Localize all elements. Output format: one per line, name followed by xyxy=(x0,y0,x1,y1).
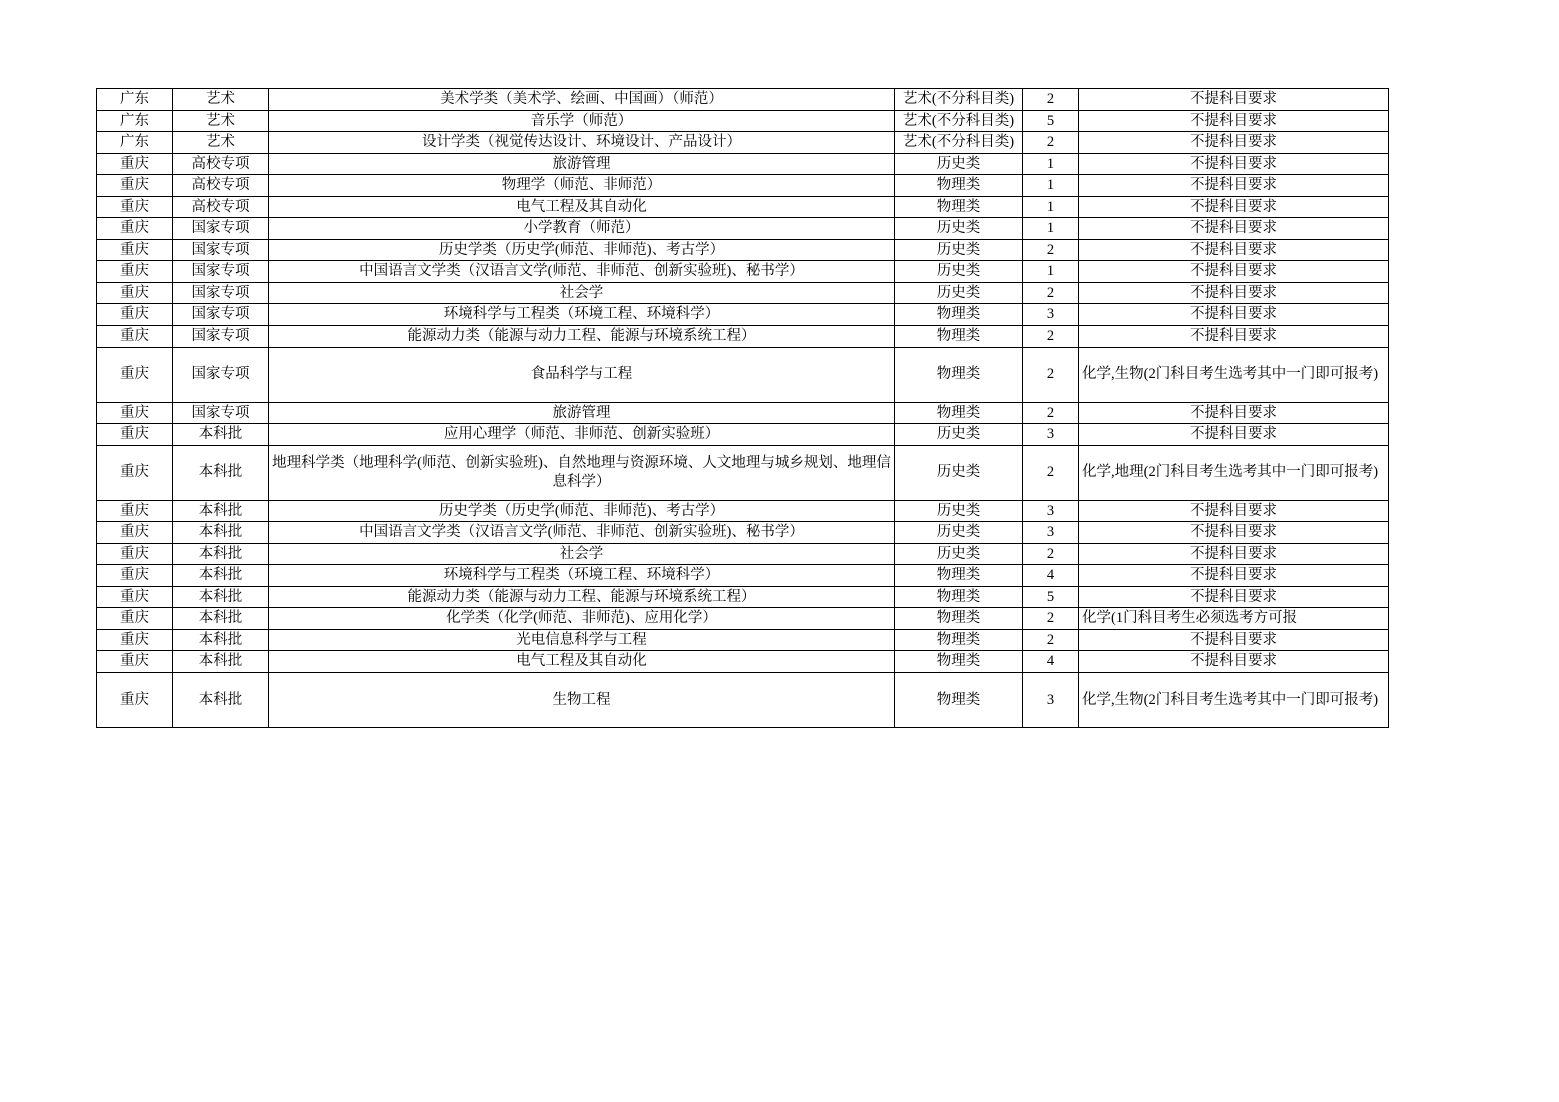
cell-requirement: 不提科目要求 xyxy=(1079,565,1389,587)
cell-province: 重庆 xyxy=(97,522,173,544)
cell-batch: 国家专项 xyxy=(173,347,269,402)
cell-major: 中国语言文学类（汉语言文学(师范、非师范、创新实验班)、秘书学） xyxy=(269,522,895,544)
cell-requirement: 不提科目要求 xyxy=(1079,196,1389,218)
cell-major: 能源动力类（能源与动力工程、能源与环境系统工程） xyxy=(269,326,895,348)
cell-province: 重庆 xyxy=(97,543,173,565)
cell-major: 历史学类（历史学(师范、非师范)、考古学） xyxy=(269,500,895,522)
cell-requirement: 不提科目要求 xyxy=(1079,522,1389,544)
cell-batch: 本科批 xyxy=(173,673,269,728)
cell-subject: 历史类 xyxy=(895,261,1023,283)
table-row xyxy=(97,261,1389,283)
cell-count: 2 xyxy=(1023,543,1079,565)
table-row xyxy=(97,196,1389,218)
cell-count: 2 xyxy=(1023,132,1079,154)
cell-province: 重庆 xyxy=(97,218,173,240)
cell-province: 重庆 xyxy=(97,445,173,500)
cell-batch: 本科批 xyxy=(173,424,269,446)
cell-province: 重庆 xyxy=(97,153,173,175)
table-row xyxy=(97,673,1389,728)
cell-count: 5 xyxy=(1023,110,1079,132)
cell-province: 重庆 xyxy=(97,500,173,522)
table-row xyxy=(97,608,1389,630)
cell-requirement: 不提科目要求 xyxy=(1079,629,1389,651)
cell-subject: 艺术(不分科目类) xyxy=(895,132,1023,154)
cell-subject: 物理类 xyxy=(895,196,1023,218)
cell-batch: 本科批 xyxy=(173,543,269,565)
cell-batch: 本科批 xyxy=(173,651,269,673)
cell-province: 重庆 xyxy=(97,304,173,326)
table-row xyxy=(97,522,1389,544)
cell-count: 1 xyxy=(1023,218,1079,240)
table-row xyxy=(97,239,1389,261)
cell-subject: 历史类 xyxy=(895,239,1023,261)
cell-subject: 历史类 xyxy=(895,500,1023,522)
cell-major: 电气工程及其自动化 xyxy=(269,651,895,673)
table-row xyxy=(97,175,1389,197)
cell-province: 重庆 xyxy=(97,629,173,651)
cell-major: 历史学类（历史学(师范、非师范)、考古学） xyxy=(269,239,895,261)
cell-major: 小学教育（师范） xyxy=(269,218,895,240)
cell-requirement: 不提科目要求 xyxy=(1079,261,1389,283)
cell-count: 1 xyxy=(1023,261,1079,283)
cell-province: 广东 xyxy=(97,89,173,111)
cell-requirement: 化学,生物(2门科目考生选考其中一门即可报考) xyxy=(1079,347,1389,402)
cell-batch: 国家专项 xyxy=(173,239,269,261)
cell-batch: 艺术 xyxy=(173,110,269,132)
cell-count: 1 xyxy=(1023,175,1079,197)
cell-count: 1 xyxy=(1023,153,1079,175)
cell-major: 化学类（化学(师范、非师范)、应用化学） xyxy=(269,608,895,630)
cell-batch: 本科批 xyxy=(173,445,269,500)
cell-batch: 国家专项 xyxy=(173,304,269,326)
table-row xyxy=(97,326,1389,348)
cell-requirement: 化学,生物(2门科目考生选考其中一门即可报考) xyxy=(1079,673,1389,728)
table-row xyxy=(97,153,1389,175)
table-row xyxy=(97,500,1389,522)
cell-requirement: 不提科目要求 xyxy=(1079,500,1389,522)
table-row xyxy=(97,565,1389,587)
admission-plan-table xyxy=(96,88,1389,728)
cell-province: 重庆 xyxy=(97,282,173,304)
cell-requirement: 不提科目要求 xyxy=(1079,153,1389,175)
cell-subject: 历史类 xyxy=(895,218,1023,240)
table-row xyxy=(97,543,1389,565)
table-row xyxy=(97,402,1389,424)
cell-batch: 高校专项 xyxy=(173,196,269,218)
cell-province: 重庆 xyxy=(97,326,173,348)
cell-batch: 高校专项 xyxy=(173,175,269,197)
cell-requirement: 化学,地理(2门科目考生选考其中一门即可报考) xyxy=(1079,445,1389,500)
cell-subject: 物理类 xyxy=(895,651,1023,673)
cell-subject: 物理类 xyxy=(895,402,1023,424)
cell-count: 4 xyxy=(1023,651,1079,673)
cell-subject: 艺术(不分科目类) xyxy=(895,89,1023,111)
cell-subject: 历史类 xyxy=(895,445,1023,500)
cell-subject: 历史类 xyxy=(895,522,1023,544)
cell-province: 重庆 xyxy=(97,651,173,673)
table-row xyxy=(97,304,1389,326)
cell-province: 重庆 xyxy=(97,261,173,283)
cell-subject: 历史类 xyxy=(895,543,1023,565)
cell-requirement: 不提科目要求 xyxy=(1079,304,1389,326)
cell-major: 社会学 xyxy=(269,543,895,565)
cell-count: 2 xyxy=(1023,445,1079,500)
cell-batch: 国家专项 xyxy=(173,402,269,424)
cell-count: 2 xyxy=(1023,608,1079,630)
cell-province: 重庆 xyxy=(97,424,173,446)
cell-subject: 物理类 xyxy=(895,326,1023,348)
cell-major: 环境科学与工程类（环境工程、环境科学） xyxy=(269,304,895,326)
cell-subject: 物理类 xyxy=(895,175,1023,197)
cell-count: 5 xyxy=(1023,586,1079,608)
cell-subject: 物理类 xyxy=(895,565,1023,587)
cell-requirement: 不提科目要求 xyxy=(1079,651,1389,673)
cell-batch: 艺术 xyxy=(173,89,269,111)
cell-batch: 本科批 xyxy=(173,629,269,651)
cell-batch: 本科批 xyxy=(173,608,269,630)
cell-requirement: 不提科目要求 xyxy=(1079,282,1389,304)
cell-province: 重庆 xyxy=(97,402,173,424)
table-row xyxy=(97,218,1389,240)
table-row xyxy=(97,347,1389,402)
cell-province: 重庆 xyxy=(97,347,173,402)
cell-count: 2 xyxy=(1023,347,1079,402)
cell-requirement: 不提科目要求 xyxy=(1079,424,1389,446)
cell-batch: 艺术 xyxy=(173,132,269,154)
table-row xyxy=(97,586,1389,608)
cell-count: 2 xyxy=(1023,326,1079,348)
cell-requirement: 不提科目要求 xyxy=(1079,110,1389,132)
cell-subject: 物理类 xyxy=(895,304,1023,326)
table-row xyxy=(97,132,1389,154)
cell-major: 光电信息科学与工程 xyxy=(269,629,895,651)
cell-province: 重庆 xyxy=(97,175,173,197)
table-row xyxy=(97,629,1389,651)
cell-batch: 高校专项 xyxy=(173,153,269,175)
cell-requirement: 不提科目要求 xyxy=(1079,239,1389,261)
cell-batch: 本科批 xyxy=(173,565,269,587)
cell-requirement: 不提科目要求 xyxy=(1079,89,1389,111)
cell-batch: 本科批 xyxy=(173,500,269,522)
cell-requirement: 不提科目要求 xyxy=(1079,543,1389,565)
cell-batch: 国家专项 xyxy=(173,282,269,304)
cell-major: 电气工程及其自动化 xyxy=(269,196,895,218)
cell-batch: 本科批 xyxy=(173,522,269,544)
cell-subject: 历史类 xyxy=(895,153,1023,175)
cell-count: 2 xyxy=(1023,629,1079,651)
cell-major: 环境科学与工程类（环境工程、环境科学） xyxy=(269,565,895,587)
cell-province: 广东 xyxy=(97,110,173,132)
table-row xyxy=(97,89,1389,111)
cell-province: 重庆 xyxy=(97,673,173,728)
cell-count: 1 xyxy=(1023,196,1079,218)
cell-count: 2 xyxy=(1023,402,1079,424)
cell-count: 3 xyxy=(1023,500,1079,522)
cell-major: 美术学类（美术学、绘画、中国画）（师范） xyxy=(269,89,895,111)
cell-count: 3 xyxy=(1023,522,1079,544)
cell-subject: 艺术(不分科目类) xyxy=(895,110,1023,132)
cell-major: 应用心理学（师范、非师范、创新实验班） xyxy=(269,424,895,446)
cell-province: 广东 xyxy=(97,132,173,154)
cell-requirement: 不提科目要求 xyxy=(1079,586,1389,608)
table-row xyxy=(97,110,1389,132)
table-row xyxy=(97,445,1389,500)
cell-requirement: 化学(1门科目考生必须选考方可报 xyxy=(1079,608,1389,630)
cell-major: 生物工程 xyxy=(269,673,895,728)
cell-major: 旅游管理 xyxy=(269,402,895,424)
cell-major: 音乐学（师范） xyxy=(269,110,895,132)
cell-subject: 物理类 xyxy=(895,347,1023,402)
cell-province: 重庆 xyxy=(97,608,173,630)
cell-major: 设计学类（视觉传达设计、环境设计、产品设计） xyxy=(269,132,895,154)
cell-batch: 国家专项 xyxy=(173,218,269,240)
cell-major: 地理科学类（地理科学(师范、创新实验班)、自然地理与资源环境、人文地理与城乡规划、地理信息科学） xyxy=(269,445,895,500)
cell-batch: 本科批 xyxy=(173,586,269,608)
cell-province: 重庆 xyxy=(97,196,173,218)
table-body xyxy=(97,89,1389,728)
cell-major: 物理学（师范、非师范） xyxy=(269,175,895,197)
cell-count: 2 xyxy=(1023,282,1079,304)
table-row xyxy=(97,282,1389,304)
cell-major: 中国语言文学类（汉语言文学(师范、非师范、创新实验班)、秘书学） xyxy=(269,261,895,283)
cell-requirement: 不提科目要求 xyxy=(1079,132,1389,154)
cell-major: 旅游管理 xyxy=(269,153,895,175)
cell-count: 2 xyxy=(1023,239,1079,261)
cell-requirement: 不提科目要求 xyxy=(1079,402,1389,424)
cell-count: 4 xyxy=(1023,565,1079,587)
cell-subject: 物理类 xyxy=(895,629,1023,651)
cell-province: 重庆 xyxy=(97,239,173,261)
cell-subject: 历史类 xyxy=(895,424,1023,446)
cell-count: 2 xyxy=(1023,89,1079,111)
cell-major: 能源动力类（能源与动力工程、能源与环境系统工程） xyxy=(269,586,895,608)
cell-major: 社会学 xyxy=(269,282,895,304)
cell-batch: 国家专项 xyxy=(173,326,269,348)
cell-province: 重庆 xyxy=(97,586,173,608)
cell-count: 3 xyxy=(1023,304,1079,326)
cell-subject: 物理类 xyxy=(895,608,1023,630)
cell-subject: 历史类 xyxy=(895,282,1023,304)
cell-requirement: 不提科目要求 xyxy=(1079,218,1389,240)
cell-requirement: 不提科目要求 xyxy=(1079,326,1389,348)
cell-major: 食品科学与工程 xyxy=(269,347,895,402)
table-row xyxy=(97,424,1389,446)
cell-province: 重庆 xyxy=(97,565,173,587)
cell-requirement: 不提科目要求 xyxy=(1079,175,1389,197)
table-row xyxy=(97,651,1389,673)
cell-batch: 国家专项 xyxy=(173,261,269,283)
cell-subject: 物理类 xyxy=(895,586,1023,608)
cell-count: 3 xyxy=(1023,673,1079,728)
cell-count: 3 xyxy=(1023,424,1079,446)
cell-subject: 物理类 xyxy=(895,673,1023,728)
